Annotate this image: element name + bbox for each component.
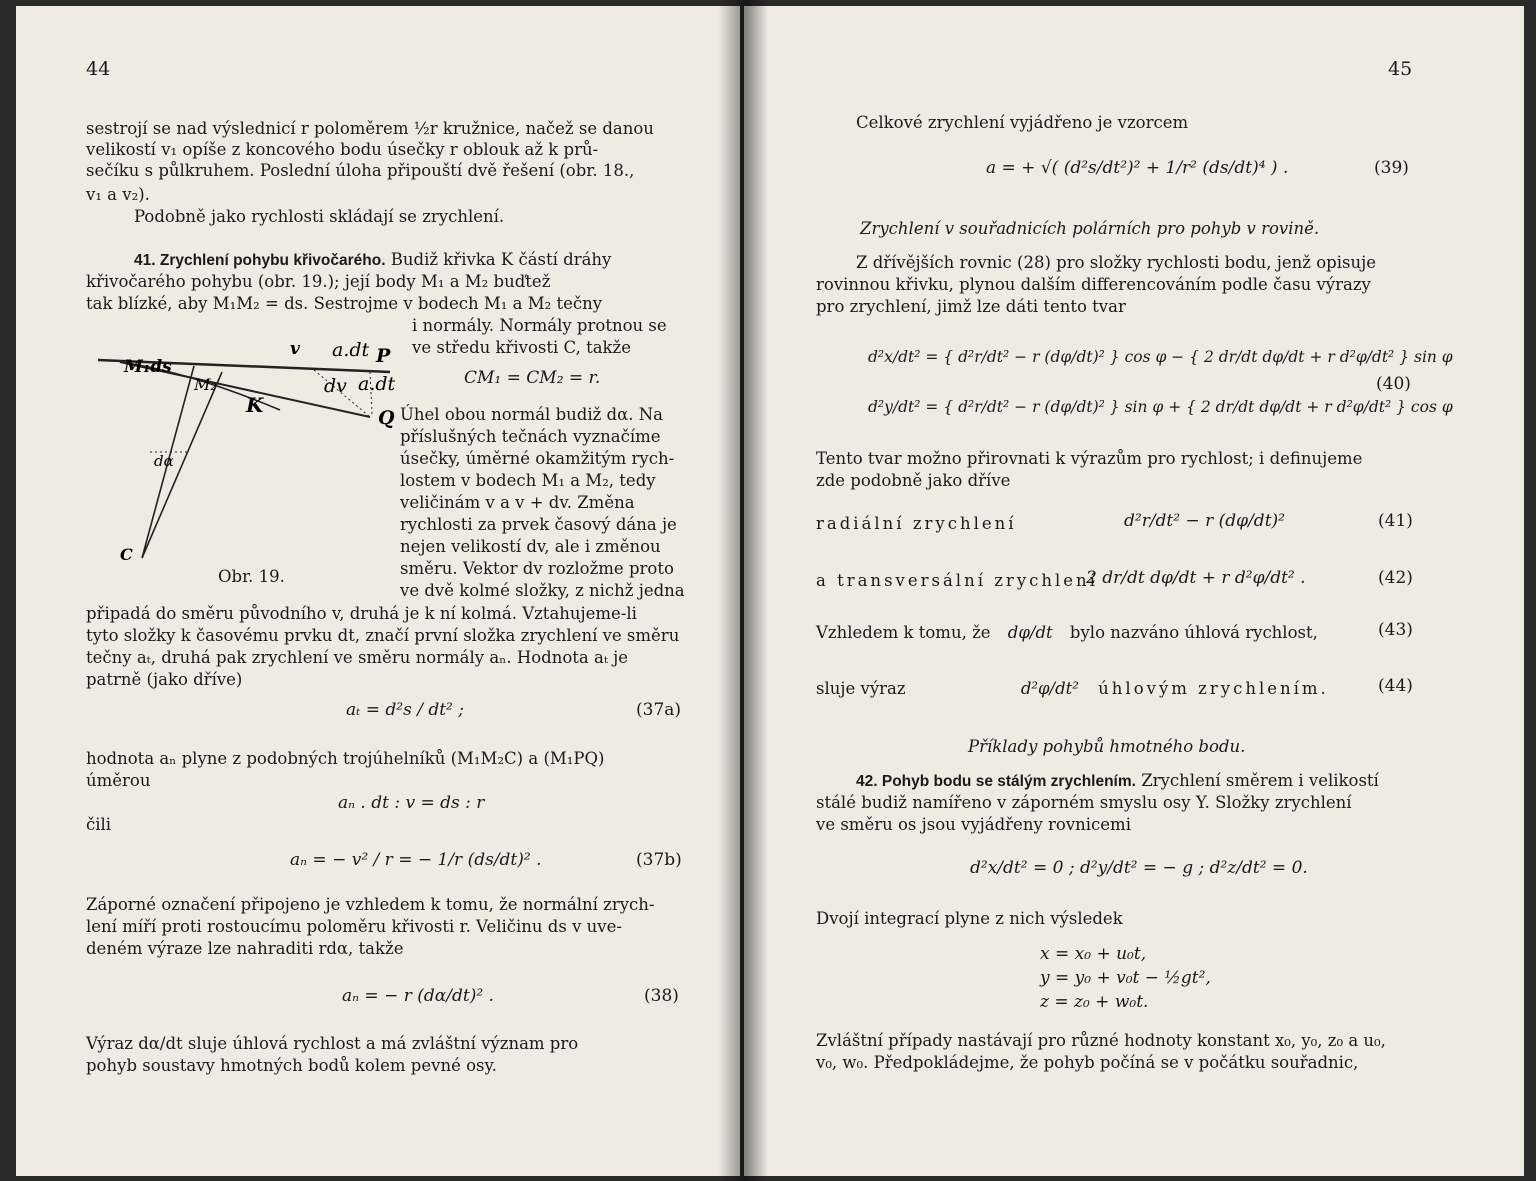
section-42-heading: 42. Pohyb bodu se stálým zrychlením. bbox=[856, 773, 1136, 790]
equation-40b: d²y/dt² = { d²r/dt² − r (dφ/dt)² } sin φ + { 2 dr/dt dφ/dt + r d²φ/dt² } cos φ bbox=[868, 398, 1453, 416]
text-fragment: Vzhledem k tomu, že bbox=[816, 623, 991, 642]
text-line: Zvláštní případy nastávají pro různé hodnoty konstant x₀, y₀, z₀ a u₀, bbox=[816, 1031, 1386, 1050]
text-fragment: sluje výraz bbox=[816, 679, 906, 698]
equation-41: d²r/dt² − r (dφ/dt)² bbox=[1124, 511, 1285, 531]
text-line: směru. Vektor dv rozložme proto bbox=[400, 559, 674, 578]
equation-43: dφ/dt bbox=[1007, 623, 1053, 642]
label-dalpha: dα bbox=[154, 452, 174, 470]
text-line: Záporné označení připojeno je vzhledem k tomu, že normální zrych- bbox=[86, 895, 655, 914]
equation-number: (37b) bbox=[636, 850, 682, 870]
text-line: čili bbox=[86, 815, 112, 834]
text-line: Výraz dα/dt sluje úhlová rychlost a má zvláštní význam pro bbox=[86, 1034, 579, 1053]
equation-38: aₙ = − r (dα/dt)² . bbox=[342, 986, 494, 1006]
text-line: Tento tvar možno přirovnati k výrazům pro rychlost; i definujeme bbox=[816, 449, 1363, 468]
text-line: v₀, w₀. Předpokládejme, že pohyb počíná se v počátku souřadnic, bbox=[816, 1053, 1359, 1072]
text-line: Podobně jako rychlosti skládají se zrychlení. bbox=[134, 207, 505, 226]
text-line: v₁ a v₂). bbox=[86, 185, 150, 204]
text-fragment: bylo nazváno úhlová rychlost, bbox=[1069, 623, 1318, 642]
text-line: Celkové zrychlení vyjádřeno je vzorcem bbox=[856, 113, 1189, 132]
equation-cm: CM₁ = CM₂ = r. bbox=[464, 368, 601, 388]
text-line: nejen velikostí dv, ale i změnou bbox=[400, 537, 661, 556]
text-line: úměrou bbox=[86, 771, 151, 790]
equation-39: a = + √( (d²s/dt²)² + 1/r² (ds/dt)⁴ ) . bbox=[986, 158, 1289, 178]
text-fragment: úhlovým zrychlením. bbox=[1098, 679, 1329, 698]
equation-40a: d²x/dt² = { d²r/dt² − r (dφ/dt)² } cos φ − { 2 dr/dt dφ/dt + r d²φ/dt² } sin φ bbox=[868, 348, 1453, 366]
text-line: ve směru os jsou vyjádřeny rovnicemi bbox=[816, 815, 1131, 834]
section-heading: Příklady pohybů hmotného bodu. bbox=[968, 737, 1246, 756]
text-line: pro zrychlení, jimž lze dáti tento tvar bbox=[816, 297, 1126, 316]
equation-37b: aₙ = − v² / r = − 1/r (ds/dt)² . bbox=[290, 850, 542, 870]
page-number-left: 44 bbox=[86, 58, 111, 80]
text-line: pohyb soustavy hmotných bodů kolem pevné osy. bbox=[86, 1056, 497, 1075]
text-line: tečny aₜ, druhá pak zrychlení ve směru normály aₙ. Hodnota aₜ je bbox=[86, 648, 629, 667]
text-line: ve dvě kolmé složky, z nichž jedna bbox=[400, 581, 685, 600]
text-line: připadá do směru původního v, druhá je k ní kolmá. Vztahujeme-li bbox=[86, 604, 637, 623]
text-line: rychlosti za prvek časový dána je bbox=[400, 515, 677, 534]
label-p: P bbox=[376, 345, 391, 367]
text-line: křivočarého pohybu (obr. 19.); její body M₁ a M₂ buďtež bbox=[86, 272, 551, 291]
text-line: tak blízké, aby M₁M₂ = ds. Sestrojme v bodech M₁ a M₂ tečny bbox=[86, 294, 603, 313]
equation-number: (42) bbox=[1378, 568, 1413, 588]
label-v: v bbox=[290, 339, 300, 359]
label-k: K bbox=[246, 393, 264, 417]
text-line: sečíku s půlkruhem. Poslední úloha připouští dvě řešení (obr. 18., bbox=[86, 161, 635, 180]
label-adt-2: a.dt bbox=[358, 373, 396, 395]
label-dv: dv bbox=[324, 375, 347, 397]
text-line: veličinám v a v + dv. Změna bbox=[400, 493, 635, 512]
equation-42: 2 dr/dt dφ/dt + r d²φ/dt² . bbox=[1086, 568, 1306, 588]
text-line: deném výraze lze nahraditi rdα, takže bbox=[86, 939, 404, 958]
page-number-right: 45 bbox=[1388, 58, 1413, 80]
text-line: patrně (jako dříve) bbox=[86, 670, 243, 689]
subsection-heading: Zrychlení v souřadnicích polárních pro pohyb v rovině. bbox=[860, 219, 1320, 238]
text-line: velikostí v₁ opíše z koncového bodu úsečky r oblouk až k prů- bbox=[86, 140, 599, 159]
label-adt: a.dt bbox=[332, 339, 370, 361]
text-line: Dvojí integrací plyne z nich výsledek bbox=[816, 909, 1123, 928]
figure-19 bbox=[90, 332, 400, 582]
text-line: příslušných tečnách vyznačíme bbox=[400, 427, 661, 446]
solution-z: z = z₀ + w₀t. bbox=[1040, 992, 1149, 1012]
equation-number: (43) bbox=[1378, 620, 1413, 640]
equation-number: (40) bbox=[1376, 374, 1411, 394]
page-45 bbox=[744, 6, 1524, 1176]
equation-44: d²φ/dt² bbox=[1020, 679, 1079, 698]
page-44 bbox=[16, 6, 740, 1176]
equation-components: d²x/dt² = 0 ; d²y/dt² = − g ; d²z/dt² = 0. bbox=[970, 858, 1308, 878]
text-line: hodnota aₙ plyne z podobných trojúhelníků (M₁M₂C) a (M₁PQ) bbox=[86, 749, 605, 768]
text-line: sestrojí se nad výslednicí r poloměrem ½r kružnice, načež se danou bbox=[86, 119, 654, 138]
label-m2: M₂ bbox=[194, 375, 217, 394]
term-label: a transversální zrychlení bbox=[816, 571, 1098, 590]
text-line: Budiž křivka K částí dráhy bbox=[390, 250, 612, 269]
equation-number: (38) bbox=[644, 986, 679, 1006]
label-c: C bbox=[120, 545, 133, 564]
text-line: stálé budiž namířeno v záporném smyslu osy Y. Složky zrychlení bbox=[816, 793, 1352, 812]
equation-number: (37a) bbox=[636, 700, 682, 720]
text-line: tyto složky k časovému prvku dt, značí první složka zrychlení ve směru bbox=[86, 626, 680, 645]
text-line: úsečky, úměrné okamžitým rych- bbox=[400, 449, 675, 468]
label-m1ds: M₁ds bbox=[124, 357, 172, 377]
equation-proportion: aₙ . dt : v = ds : r bbox=[338, 793, 485, 813]
text-line: Z dřívějších rovnic (28) pro složky rychlosti bodu, jenž opisuje bbox=[856, 253, 1376, 272]
equation-number: (39) bbox=[1374, 158, 1409, 178]
text-line: lení míří proti rostoucímu poloměru křivosti r. Veličinu ds v uve- bbox=[86, 917, 622, 936]
solution-x: x = x₀ + u₀t, bbox=[1040, 944, 1147, 964]
text-line: rovinnou křivku, plynou dalším differencováním podle času výrazy bbox=[816, 275, 1371, 294]
equation-number: (44) bbox=[1378, 676, 1413, 696]
figure-caption: Obr. 19. bbox=[218, 567, 285, 586]
book-gutter bbox=[718, 0, 768, 1181]
text-line: Zrychlení směrem i velikostí bbox=[1141, 771, 1379, 790]
equation-37a: aₜ = d²s / dt² ; bbox=[346, 700, 464, 720]
term-label: radiální zrychlení bbox=[816, 514, 1017, 533]
text-line: i normály. Normály protnou se bbox=[412, 316, 667, 335]
text-line: Úhel obou normál budiž dα. Na bbox=[400, 405, 664, 424]
text-line: lostem v bodech M₁ a M₂, tedy bbox=[400, 471, 656, 490]
solution-y: y = y₀ + v₀t − ½gt², bbox=[1040, 968, 1211, 988]
equation-number: (41) bbox=[1378, 511, 1413, 531]
text-line: zde podobně jako dříve bbox=[816, 471, 1011, 490]
text-line: ve středu křivosti C, takže bbox=[412, 338, 632, 357]
label-q: Q bbox=[378, 407, 395, 429]
section-41-heading: 41. Zrychlení pohybu křivočarého. bbox=[134, 252, 386, 269]
